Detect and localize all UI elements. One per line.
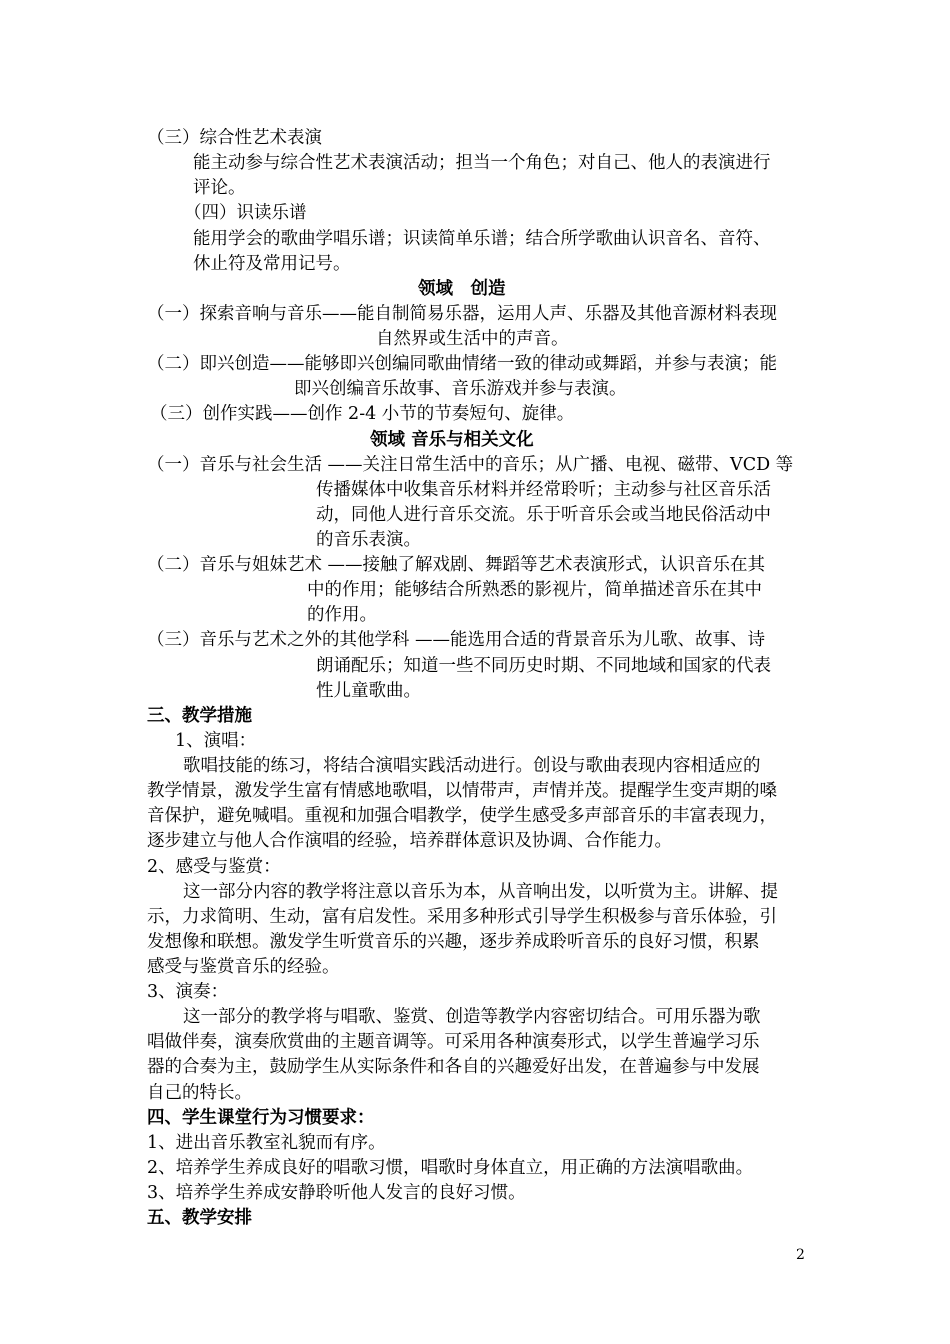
- paragraph-line: 动，同他人进行音乐交流。乐于听音乐会或当地民俗活动中: [316, 505, 771, 525]
- list-item: 3、培养学生养成安静聆听他人发言的良好习惯。: [147, 1183, 526, 1203]
- paragraph-line: （一）音乐与社会生活 ——关注日常生活中的音乐；从广播、电视、磁带、VCD 等: [147, 455, 794, 475]
- chapter-heading: 五、教学安排: [147, 1208, 252, 1228]
- page-number: 2: [796, 1247, 805, 1263]
- paragraph-line: 性儿童歌曲。: [316, 681, 421, 701]
- paragraph-line: 的音乐表演。: [316, 530, 421, 550]
- paragraph-line: 朗诵配乐；知道一些不同历史时期、不同地域和国家的代表: [316, 656, 771, 676]
- paragraph-line: 音保护，避免喊唱。重视和加强合唱教学，使学生感受多声部音乐的丰富表现力，: [147, 806, 777, 826]
- paragraph-line: 这一部分的教学将与唱歌、鉴赏、创造等教学内容密切结合。可用乐器为歌: [183, 1007, 761, 1027]
- paragraph-line: 自己的特长。: [147, 1083, 252, 1103]
- section-heading: （三）综合性艺术表演: [147, 128, 322, 148]
- paragraph-line: 评论。: [193, 178, 246, 198]
- section-heading: （四）识读乐谱: [184, 203, 307, 223]
- list-item: 1、进出音乐教室礼貌而有序。: [147, 1133, 386, 1153]
- subsection-heading: 3、演奏：: [147, 982, 229, 1002]
- paragraph-line: 发想像和联想。激发学生听赏音乐的兴趣，逐步养成聆听音乐的良好习惯，积累: [147, 932, 760, 952]
- domain-heading: 领域 音乐与相关文化: [370, 430, 534, 450]
- list-item: 2、培养学生养成良好的唱歌习惯，唱歌时身体直立，用正确的方法演唱歌曲。: [147, 1158, 754, 1178]
- paragraph-line: 能主动参与综合性艺术表演活动；担当一个角色；对自己、他人的表演进行: [193, 153, 771, 173]
- paragraph-line: 示，力求简明、生动，富有启发性。采用多种形式引导学生积极参与音乐体验，引: [147, 907, 777, 927]
- paragraph-line: 即兴创编音乐故事、音乐游戏并参与表演。: [294, 379, 627, 399]
- paragraph-line: 感受与鉴赏音乐的经验。: [147, 957, 340, 977]
- paragraph-line: 传播媒体中收集音乐材料并经常聆听；主动参与社区音乐活: [316, 480, 771, 500]
- domain-heading: 领域 创造: [418, 279, 506, 299]
- paragraph-line: 休止符及常用记号。: [193, 254, 351, 274]
- chapter-heading: 四、学生课堂行为习惯要求：: [147, 1108, 375, 1128]
- paragraph-line: 能用学会的歌曲学唱乐谱；识读简单乐谱；结合所学歌曲认识音名、音符、: [193, 229, 771, 249]
- paragraph-line: 歌唱技能的练习，将结合演唱实践活动进行。创设与歌曲表现内容相适应的: [183, 756, 761, 776]
- paragraph-line: 教学情景，激发学生富有情感地歌唱，以情带声，声情并茂。提醒学生变声期的嗓: [147, 781, 777, 801]
- paragraph-line: （三）音乐与艺术之外的其他学科 ——能选用合适的背景音乐为儿歌、故事、诗: [147, 630, 766, 650]
- subsection-heading: 2、感受与鉴赏：: [147, 857, 281, 877]
- paragraph-line: 这一部分内容的教学将注意以音乐为本，从音响出发，以听赏为主。讲解、提: [183, 882, 778, 902]
- chapter-heading: 三、教学措施: [147, 706, 252, 726]
- paragraph-line: （一）探索音响与音乐——能自制简易乐器，运用人声、乐器及其他音源材料表现: [147, 304, 777, 324]
- paragraph-line: 逐步建立与他人合作演唱的经验，培养群体意识及协调、合作能力。: [147, 831, 672, 851]
- paragraph-line: 自然界或生活中的声音。: [376, 329, 569, 349]
- paragraph-line: （三）创作实践——创作 2-4 小节的节奏短句、旋律。: [150, 404, 575, 424]
- paragraph-line: 器的合奏为主，鼓励学生从实际条件和各自的兴趣爱好出发，在普遍参与中发展: [147, 1057, 760, 1077]
- paragraph-line: （二）音乐与姐妹艺术 ——接触了解戏剧、舞蹈等艺术表演形式，认识音乐在其: [147, 555, 766, 575]
- paragraph-line: 唱做伴奏，演奏欣赏曲的主题音调等。可采用各种演奏形式，以学生普遍学习乐: [147, 1032, 760, 1052]
- paragraph-line: （二）即兴创造——能够即兴创编同歌曲情绪一致的律动或舞蹈，并参与表演；能: [147, 354, 777, 374]
- subsection-heading: 1、演唱：: [175, 731, 257, 751]
- paragraph-line: 中的作用；能够结合所熟悉的影视片，简单描述音乐在其中: [307, 580, 762, 600]
- paragraph-line: 的作用。: [307, 605, 377, 625]
